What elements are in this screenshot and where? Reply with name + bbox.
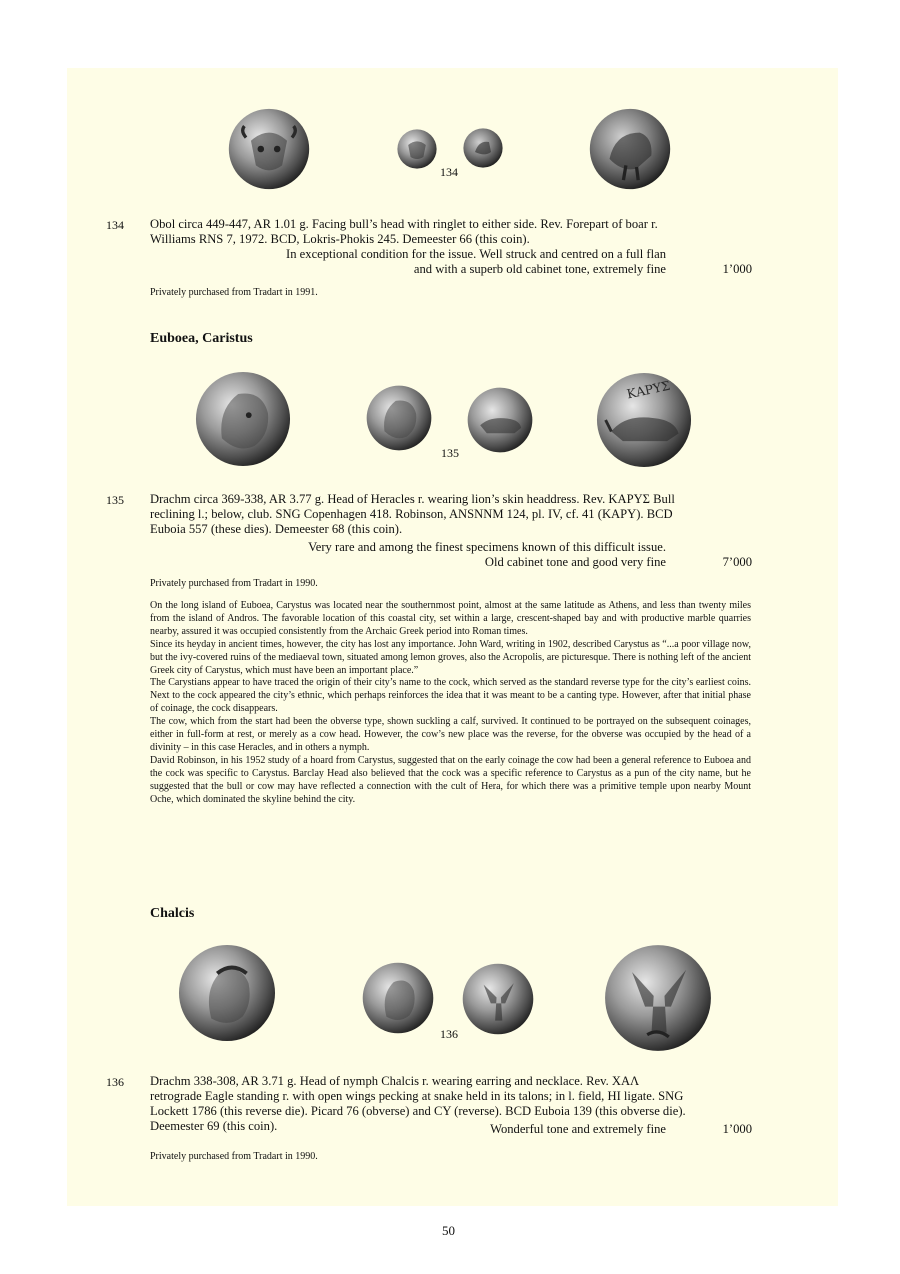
section-heading-euboea-caristus: Euboea, Caristus	[150, 331, 253, 346]
lot-136-condition: Wonderful tone and extremely fine	[490, 1122, 666, 1136]
condition-line: In exceptional condition for the issue. Well struck and centred on a full flan	[286, 247, 666, 261]
description-line: Deemester 69 (this coin).	[150, 1119, 278, 1133]
plate-label-136: 136	[440, 1027, 458, 1041]
lot-number-135: 135	[106, 493, 124, 507]
coin-134-reverse-small	[463, 128, 503, 168]
lot-135-essay	[150, 600, 751, 807]
coin-134-obverse-small	[397, 129, 437, 169]
essay-paragraph: Since its heyday in ancient times, however, the city has lost any importance. John Ward, writing in 1902, described Carystus as “...a poor village now, but the ivy-covered ruins of the mediaeval town, situated among lemon groves, also the Acropolis, are picturesque. There is nothing left of the ancient Greek city of Carystus, which must have been an important place.”	[150, 638, 751, 676]
description-line: Drachm 338-308, AR 3.71 g. Head of nymph Chalcis r. wearing earring and necklace. Rev. ΧΑΛ	[150, 1074, 640, 1088]
coin-135-reverse-small	[465, 387, 535, 453]
coin-136-obverse-small	[362, 962, 434, 1034]
coin-134-reverse-large	[589, 108, 671, 190]
plate-label-135: 135	[441, 446, 459, 460]
essay-paragraph: The cow, which from the start had been the obverse type, shown suckling a calf, survived. It continued to be portrayed on the subsequent coinages, either in full-form at rest, or merely as a cow head. However, the cow’s new place was the reverse, for the obverse was occupied by the head of a divinity – in this case Heracles, and in others a nymph.	[150, 716, 751, 753]
lot-134-condition	[146, 247, 666, 277]
coin-legend-karys: ΚΑΡΥΣ	[625, 377, 672, 402]
coin-136-obverse-large	[176, 944, 278, 1042]
lot-135-condition	[146, 540, 666, 570]
description-line: Lockett 1786 (this reverse die). Picard 76 (obverse) and CY (reverse). BCD Euboia 139 (this obverse die).	[150, 1104, 686, 1118]
description-line: retrograde Eagle standing r. with open wings pecking at snake held in its talons; in l. field, HI ligate. SNG	[150, 1089, 684, 1103]
essay-paragraph: On the long island of Euboea, Carystus was located near the southernmost point, almost at the same latitude as Athens, and less than twenty miles from the island of Andros. The favorable location of this coastal city, set within a large, crescent-shaped bay and with productive marble quarries nearby, assured it was occupied consistently from the Archaic Greek period into Roman times.	[150, 600, 751, 637]
lot-136-provenance: Privately purchased from Tradart in 1990.	[150, 1151, 318, 1162]
lot-134-provenance: Privately purchased from Tradart in 1991.	[150, 287, 318, 298]
condition-line: Very rare and among the finest specimens known of this difficult issue.	[308, 540, 666, 554]
essay-paragraph: David Robinson, in his 1952 study of a hoard from Carystus, suggested that on the early coinage the cow had been a general reference to Euboea and the cock was specific to Carystus. Barclay Head also believed that the cock was a specific reference to Carystus as a pun of the city name, but he suggested that the bull or cow may have reflected a connection with the cult of Hera, for which there was a primitive temple upon nearby Mount Oche, which dominated the skyline behind the city.	[150, 754, 751, 805]
description-line: Williams RNS 7, 1972. BCD, Lokris-Phokis 245. Demeester 66 (this coin).	[150, 232, 530, 246]
description-line: Obol circa 449-447, AR 1.01 g. Facing bull’s head with ringlet to either side. Rev. Forepart of boar r.	[150, 217, 658, 231]
coin-135-reverse-large	[596, 372, 692, 468]
coin-136-reverse-small	[462, 963, 534, 1035]
lot-135-estimate: 7’000	[722, 555, 752, 569]
lot-number-136: 136	[106, 1075, 124, 1089]
page-number: 50	[442, 1223, 455, 1238]
coin-136-reverse-large	[604, 944, 712, 1052]
coin-135-obverse-small	[366, 385, 432, 451]
lot-number-134: 134	[106, 218, 124, 232]
plate-label-134: 134	[440, 165, 458, 179]
lot-136-estimate: 1’000	[722, 1122, 752, 1136]
essay-paragraph: The Carystians appear to have traced the origin of their city’s name to the cock, which served as the standard reverse type for the city’s earliest coins. Next to the cock appeared the city’s ethnic, which perhaps reinforces the idea that it was meant to be a canting type. However, after that initial phase of coinage, the cock disappears.	[150, 677, 751, 715]
section-heading-chalcis: Chalcis	[150, 906, 195, 921]
coin-134-obverse-large	[228, 108, 310, 190]
lot-135-provenance: Privately purchased from Tradart in 1990.	[150, 578, 318, 589]
lot-135-description	[150, 492, 760, 537]
condition-line: and with a superb old cabinet tone, extremely fine	[413, 262, 666, 276]
description-line: reclining l.; below, club. SNG Copenhagen 418. Robinson, ANSNNM 124, pl. IV, cf. 41 (ΚΑΡΥ). BCD	[150, 507, 673, 521]
condition-line: Old cabinet tone and good very fine	[484, 555, 666, 569]
description-line: Drachm circa 369-338, AR 3.77 g. Head of Heracles r. wearing lion’s skin headdress. Rev. ΚΑΡΥΣ Bull	[150, 492, 675, 506]
coin-135-obverse-large	[195, 371, 291, 467]
lot-134-description	[150, 217, 760, 247]
description-line: Euboia 557 (these dies). Demeester 68 (this coin).	[150, 522, 403, 536]
lot-134-estimate: 1’000	[722, 262, 752, 276]
